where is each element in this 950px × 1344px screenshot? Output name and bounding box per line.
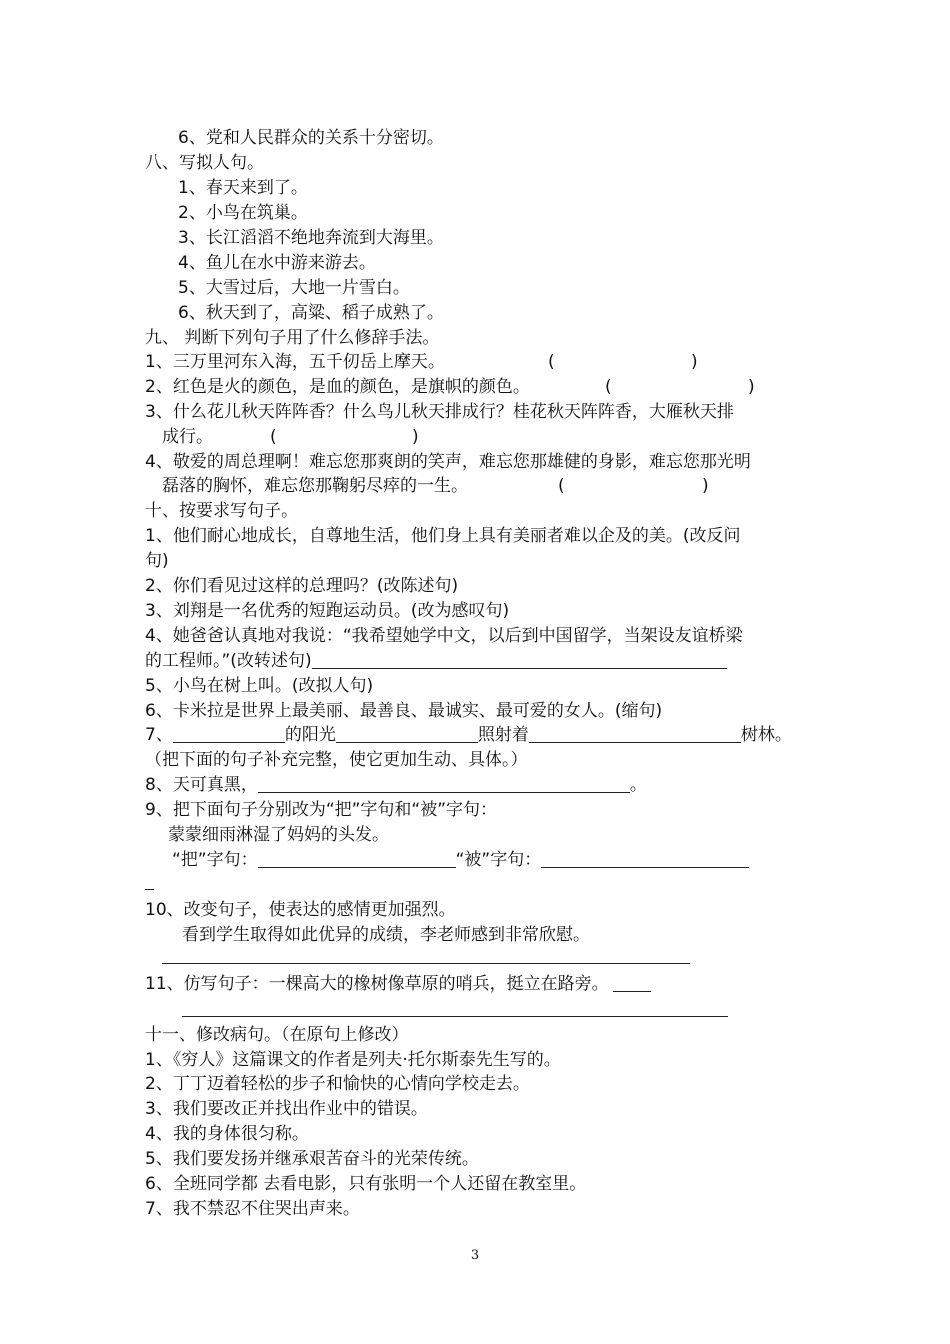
item-10-1a: 1、他们耐心地成长，自尊地生活，他们身上具有美丽者难以企及的美。(改反问 — [145, 526, 741, 546]
answer-blank[interactable] — [173, 724, 285, 743]
item-10-4b-text: 的工程师。”(改转述句) — [145, 651, 312, 671]
item-10-2: 2、你们看见过这样的总理吗？(改陈述句) — [145, 576, 459, 596]
answer-blank[interactable] — [529, 724, 741, 743]
item-10-4a: 4、她爸爸认真地对我说：“我希望她学中文，以后到中国留学，当架设友谊桥梁 — [145, 626, 743, 646]
item-10-5: 5、小鸟在树上叫。(改拟人句) — [145, 676, 374, 696]
item-10-9: 9、把下面句子分别改为“把”字句和“被”字句： — [145, 800, 498, 820]
answer-blank[interactable] — [162, 963, 690, 964]
item-10-7 — [145, 723, 825, 747]
answer-blank[interactable] — [258, 774, 630, 793]
item-10-9-answers — [172, 848, 852, 872]
answer-blank[interactable] — [541, 849, 749, 868]
item-10-3: 3、刘翔是一名优秀的短跑运动员。(改为感叹句) — [145, 601, 510, 621]
answer-paren-open: ( — [548, 352, 555, 372]
item-10-6: 6、卡米拉是世界上最美丽、最善良、最诚实、最可爱的女人。(缩句) — [145, 701, 663, 721]
section-8-title: 八、写拟人句。 — [145, 153, 264, 173]
answer-blank[interactable] — [258, 849, 456, 868]
item-8-1: 1、春天来到了。 — [178, 178, 308, 198]
item-9-4b-text: 磊落的胸怀，难忘您那鞠躬尽瘁的一生。 — [162, 476, 468, 496]
answer-paren-open: ( — [270, 427, 277, 447]
section-9-title: 九、 判断下列句子用了什么修辞手法。 — [145, 328, 440, 348]
section-11-title: 十一、修改病句。（在原句上修改） — [145, 1025, 409, 1045]
item-11-3: 3、我们要改正并找出作业中的错误。 — [145, 1099, 428, 1119]
item-8-4: 4、鱼儿在水中游来游去。 — [178, 253, 376, 273]
item-11-4: 4、我的身体很匀称。 — [145, 1124, 309, 1144]
item-10-4b — [145, 649, 825, 673]
item-9-1 — [145, 350, 825, 374]
answer-paren-close: ) — [748, 377, 755, 397]
answer-paren-open: ( — [558, 476, 565, 496]
answer-paren-close: ) — [691, 352, 698, 372]
answer-blank[interactable] — [613, 973, 651, 992]
item-10-8-end: 。 — [629, 775, 647, 795]
answer-paren-close: ) — [702, 476, 709, 496]
item-10-10-sentence: 看到学生取得如此优异的成绩，李老师感到非常欣慰。 — [182, 925, 590, 945]
item-9-3a: 3、什么花儿秋天阵阵香？什么鸟儿秋天排成行？桂花秋天阵阵香，大雁秋天排 — [145, 402, 734, 422]
item-9-4a: 4、敬爱的周总理啊！难忘您那爽朗的笑声，难忘您那雄健的身影，难忘您那光明 — [145, 452, 751, 472]
item-8-2: 2、小鸟在筑巢。 — [178, 203, 308, 223]
item-9-4b — [162, 474, 842, 498]
item-8-6: 6、秋天到了，高粱、稻子成熟了。 — [178, 303, 444, 323]
item-9-2 — [145, 375, 825, 399]
item-10-7-text-b: 照射着 — [477, 725, 529, 745]
ba-sentence-label: “把”字句： — [172, 850, 258, 870]
item-10-1b: 句) — [145, 551, 169, 571]
item-10-7-note: （把下面的句子补充完整，使它更加生动、具体。） — [145, 750, 528, 770]
item-10-11-text: 11、仿写句子：一棵高大的橡树像草原的哨兵，挺立在路旁。 — [145, 974, 609, 994]
item-11-6: 6、全班同学都 去看电影，只有张明一个人还留在教室里。 — [145, 1174, 587, 1194]
item-8-5: 5、大雪过后，大地一片雪白。 — [178, 278, 410, 298]
item-10-8 — [145, 773, 825, 797]
section-10-title: 十、按要求写句子。 — [145, 501, 298, 521]
item-11-7: 7、我不禁忍不住哭出声来。 — [145, 1199, 360, 1219]
item-10-7-num: 7、 — [145, 725, 173, 745]
item-10-8-text: 8、天可真黑， — [145, 775, 258, 795]
bei-sentence-label: “被”字句： — [455, 850, 542, 870]
answer-paren-close: ) — [412, 427, 419, 447]
item-11-1: 1、《穷人》这篇课文的作者是列夫·托尔斯泰先生写的。 — [145, 1050, 561, 1070]
answer-blank-continued[interactable] — [145, 889, 154, 890]
item-10-11 — [145, 972, 825, 996]
answer-blank[interactable] — [312, 650, 727, 669]
item-10-10: 10、改变句子，使表达的感情更加强烈。 — [145, 900, 456, 920]
item-9-2-text: 2、红色是火的颜色，是血的颜色，是旗帜的颜色。 — [145, 377, 530, 397]
item-7-6: 6、党和人民群众的关系十分密切。 — [178, 128, 444, 148]
item-9-3b-text: 成行。 — [162, 427, 213, 447]
item-10-9-sentence: 蒙蒙细雨淋湿了妈妈的头发。 — [168, 825, 389, 845]
item-9-3b — [162, 425, 842, 449]
item-10-7-text-a: 的阳光 — [284, 725, 336, 745]
item-10-7-text-c: 树林。 — [740, 725, 792, 745]
item-11-5: 5、我们要发扬并继承艰苦奋斗的光荣传统。 — [145, 1149, 479, 1169]
item-8-3: 3、长江滔滔不绝地奔流到大海里。 — [178, 228, 444, 248]
answer-paren-open: ( — [605, 377, 612, 397]
item-11-2: 2、丁丁迈着轻松的步子和愉快的心情向学校走去。 — [145, 1074, 530, 1094]
page-number: 3 — [470, 1248, 480, 1263]
answer-blank[interactable] — [182, 1016, 728, 1017]
answer-blank[interactable] — [336, 724, 478, 743]
item-9-1-text: 1、三万里河东入海，五千仞岳上摩天。 — [145, 352, 445, 372]
